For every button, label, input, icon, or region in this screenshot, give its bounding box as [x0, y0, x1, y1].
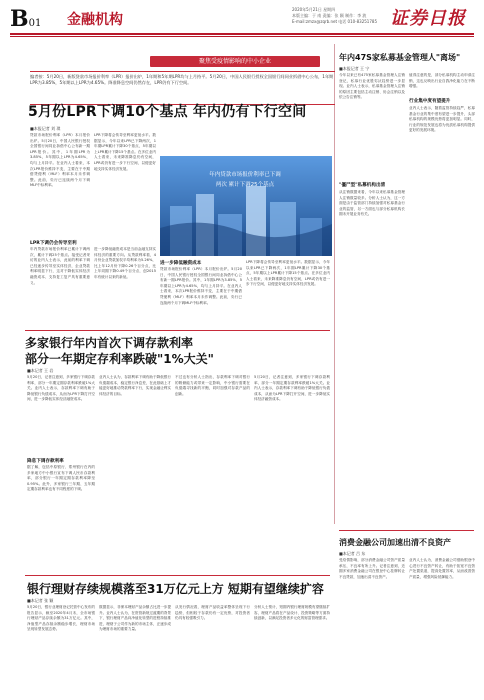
main-col4: 进一步降低融资成本是当前金融支持实体经济的重要方向。从贷款利率看，4月份企业贷款加权平均利率为5.26%，比上年12月份下降0.26个百分点，比上年同期下降0.49个百分点，创2015年有统计以来的新低。: [94, 247, 156, 279]
third-headline: 银行理财存续规模落至31万亿元上方 短期有望继续扩容: [27, 582, 324, 596]
section-divider: [25, 330, 330, 331]
main-col6: LPR下降将会传导至利率更低水平。数据显示，今年以来LPR已下降两次，1年期LPR累计下降30个基点，5年期以上LPR累计下降15个基点。在多位业内人士看来，未来降准降息仍有空间，LPR或仍有进一步下行空间，以便更好地支持实体经济发展。: [246, 260, 330, 287]
right-headline: 年内47S家私募基金管理人"离场": [339, 53, 461, 62]
right-divider: [339, 530, 474, 531]
section-divider-2: [25, 575, 330, 576]
right-col1: 今年以来已有475家私募基金管理人注销登记，私募行业优胜劣汰趋势进一步显现。业内人士表示，私募基金管理人注销的原因主要包括主动注销、协会注销以及依公告注销等。: [339, 73, 405, 100]
main-byline: ■本报记者 刘 琪: [30, 126, 61, 131]
third-byline: ■本记者 张 颖: [27, 598, 54, 603]
infographic-line2: 两次 累计下调25个基点: [215, 182, 275, 188]
main-subhead2: 进一步降低融资成本: [160, 261, 202, 266]
main-col2: LPR下降将会传导至利率更低水平。数据显示，今年以来LPR已下降两次，1年期LPR累计下降30个基点，5年期以上LPR累计下降15个基点。在多位业内人士看来，未来降准降息仍有空间，LPR或仍有进一步下行空间，以便更好地支持实体经济发展。: [94, 133, 156, 171]
third-col4: 分析人士预计，短期内银行理财规模有望继续扩容，理财产品将在产品设计、投资策略等方面持续创新，以满足投资者多元化的财富管理需求。: [254, 605, 330, 621]
main-headline: 5月份LPR下调10个基点 年内仍有下行空间: [28, 104, 307, 120]
right-bottom-col2: 业内人士认为，消费金融公司借助银登中心进行不良资产转让，有助于拓宽不良资产处置渠道，提高处置效率，从而改善资产质量，增强风险抵御能力。: [409, 558, 475, 579]
second-subhead: 降息下调存款利率: [27, 459, 64, 464]
right-bottom-headline: 消费金融公司加速出清不良资产: [339, 538, 451, 547]
editor-note: 编者按：5月20日，新版贷款市场报价利率（LPR）报价出炉，1年期和5年期LPR均与上月持平。5月20日，中国人民银行授权全国银行间同业拆借中心公布，1年期LPR为3.85%，5年期以上LPR为4.65%。降准降息空间仍然存在，LPR仍有下行空间。: [30, 71, 335, 105]
header-meta: 2020年5月21日 星期四 本版主编：于 南 责编：张 颖 制作：李 波 E-mail:zmzx@zqrb.net 电话 010-83251785: [292, 7, 377, 24]
main-col3: 年内贷款市场报价利率已累计下调两次，累计下调25个基点。接受记者采访的业内人士表示，此前的利率下调已经逐步传导至实体经济，企业贷款利率明显下行，这对于降低实体经济融资成本、支持复工复产具有重要意义。: [30, 247, 90, 285]
right-col2: 从注销数据来看，今年以来私募基金管理人注销数量较多。分析人士认为，这一方面是由于监管部门持续加强对私募基金行业的监管，另一方面也与部分私募机构长期未开展业务有关。: [339, 190, 405, 217]
second-col3: 业内人士认为，存款利率下调有助于降低银行负债端成本，稳定银行净息差，在此基础上才能更好地推动贷款利率下行，实现金融让利实体经济的目标。: [99, 375, 171, 396]
right-col3: 业内人士表示，随着监管持续趋严，私募基金行业的集中度有望进一步提升，头部私募机构的规模优势将更加明显。同时，行业的规范发展也将为优质私募机构提供更好的发展环境。: [409, 106, 475, 133]
page-number: B01: [10, 6, 42, 32]
main-col1: 贷款市场报价利率（LPR）本月报价出炉。5月20日，中国人民银行授权全国银行间同业拆借中心公布新一期LPR报价。其中，1年期LPR为3.85%，5年期以上LPR为4.65%，均与上月持平。在业内人士看来，本次LPR报价维持不变，主要在于中期借贷便利（MLF）利率本月未作调整。此前，央行已连续两个月下调MLF中标利率。: [30, 133, 90, 188]
column-divider: [334, 44, 335, 524]
right-byline: ■本报记者 王 宁: [339, 66, 370, 71]
second-col5: 5月20日，记者注意到，多家银行下调存款利率，部分一年期定期存款利率跌破1%大关。业内人士表示，存款利率下调有助于降低银行负债成本，从而为LPR下降打开空间，进一步降低实体经济融资成本。: [254, 375, 330, 402]
header-divider: [10, 33, 474, 35]
second-col2: 据了解，包括中原银行、郑州银行在内的多家地方中小银行宣布下调人民币存款利率，部分银行一年期定期存款利率降至0.95%。此外，多家银行三年期、五年期定期存款利率也有不同程度的下调。: [27, 465, 95, 492]
right-bottom-col1: 受疫情影响，部分消费金融公司资产质量承压，不良率有所上升。记者注意到，近期多家消费金融公司在银登中心挂牌转让不良贷款，加速出清不良资产。: [339, 558, 405, 579]
right-subhead1: "僵尸型"私募机构出清: [339, 183, 386, 188]
third-col3: 从发行情况看，理财产品收益率整体呈现下行趋势，但相较于存款仍有一定优势，对投资者仍具有较强吸引力。: [175, 605, 250, 621]
main-col5: 贷款市场报价利率（LPR）本月报价出炉。5月20日，中国人民银行授权全国银行间同业拆借中心公布新一期LPR报价。其中，1年期LPR为3.85%，5年期以上LPR为4.65%，均与上月持平。在业内人士看来，本次LPR报价维持不变，主要在于中期借贷便利（MLF）利率本月未作调整。此前，央行已连续两个月下调MLF中标利率。: [160, 267, 242, 305]
right-col3a: 值得注意的是，部分私募机构主动申请注销，这也反映出行业自我净化能力在不断增强。: [409, 73, 475, 89]
main-subhead1: LPR下调仍会传导至利: [30, 241, 77, 246]
second-col4: 不过也有分析人士指出，存款利率下调对银行的吸储能力或带来一定影响，中小银行需要在负债端寻找新的平衡，同时加强对存款产品的创新。: [175, 375, 250, 396]
section-title: 金融机构: [67, 12, 123, 28]
infographic-line1: 年内贷款市场报价利率已下调: [209, 172, 281, 178]
right-bottom-byline: ■本记者 吕 东: [339, 551, 366, 556]
lead-tag: 聚焦受疫情影响的中小企业: [150, 56, 320, 67]
header-divider-thin: [10, 36, 474, 37]
right-subhead2: 行业集中度有望提升: [409, 99, 451, 104]
second-col1: 5月20日，记者注意到，多家银行下调存款利率，部分一年期定期存款利率跌破1%大关。业内人士表示，存款利率下调有助于降低银行负债成本，从而为LPR下降打开空间，进一步降低实体经济融资成本。: [27, 375, 95, 402]
third-col2: 数据显示，非保本理财产品余额占比进一步提升。业内人士认为，在资管新规过渡期的背景下，银行理财产品向净值化转型的进程持续推进，理财子公司作为新的市场主体，正逐步成为理财市场的重要力量。: [99, 605, 171, 632]
second-byline: ■本记者 王 岩: [27, 368, 54, 373]
second-headline: 多家银行年内首次下调存款利率: [25, 336, 194, 350]
third-col1: 5月20日，银行业理财登记托管中心发布的报告显示，截至2020年4月末，全市场银行理财产品存续余额为31万亿元。其中，净值型产品存续余额稳步增长，理财市场呈现转型发展态势。: [27, 605, 95, 632]
second-subheadline: 部分一年期定存利率跌破"1%大关": [25, 352, 214, 366]
newspaper-logo: 证券日报: [390, 8, 466, 29]
